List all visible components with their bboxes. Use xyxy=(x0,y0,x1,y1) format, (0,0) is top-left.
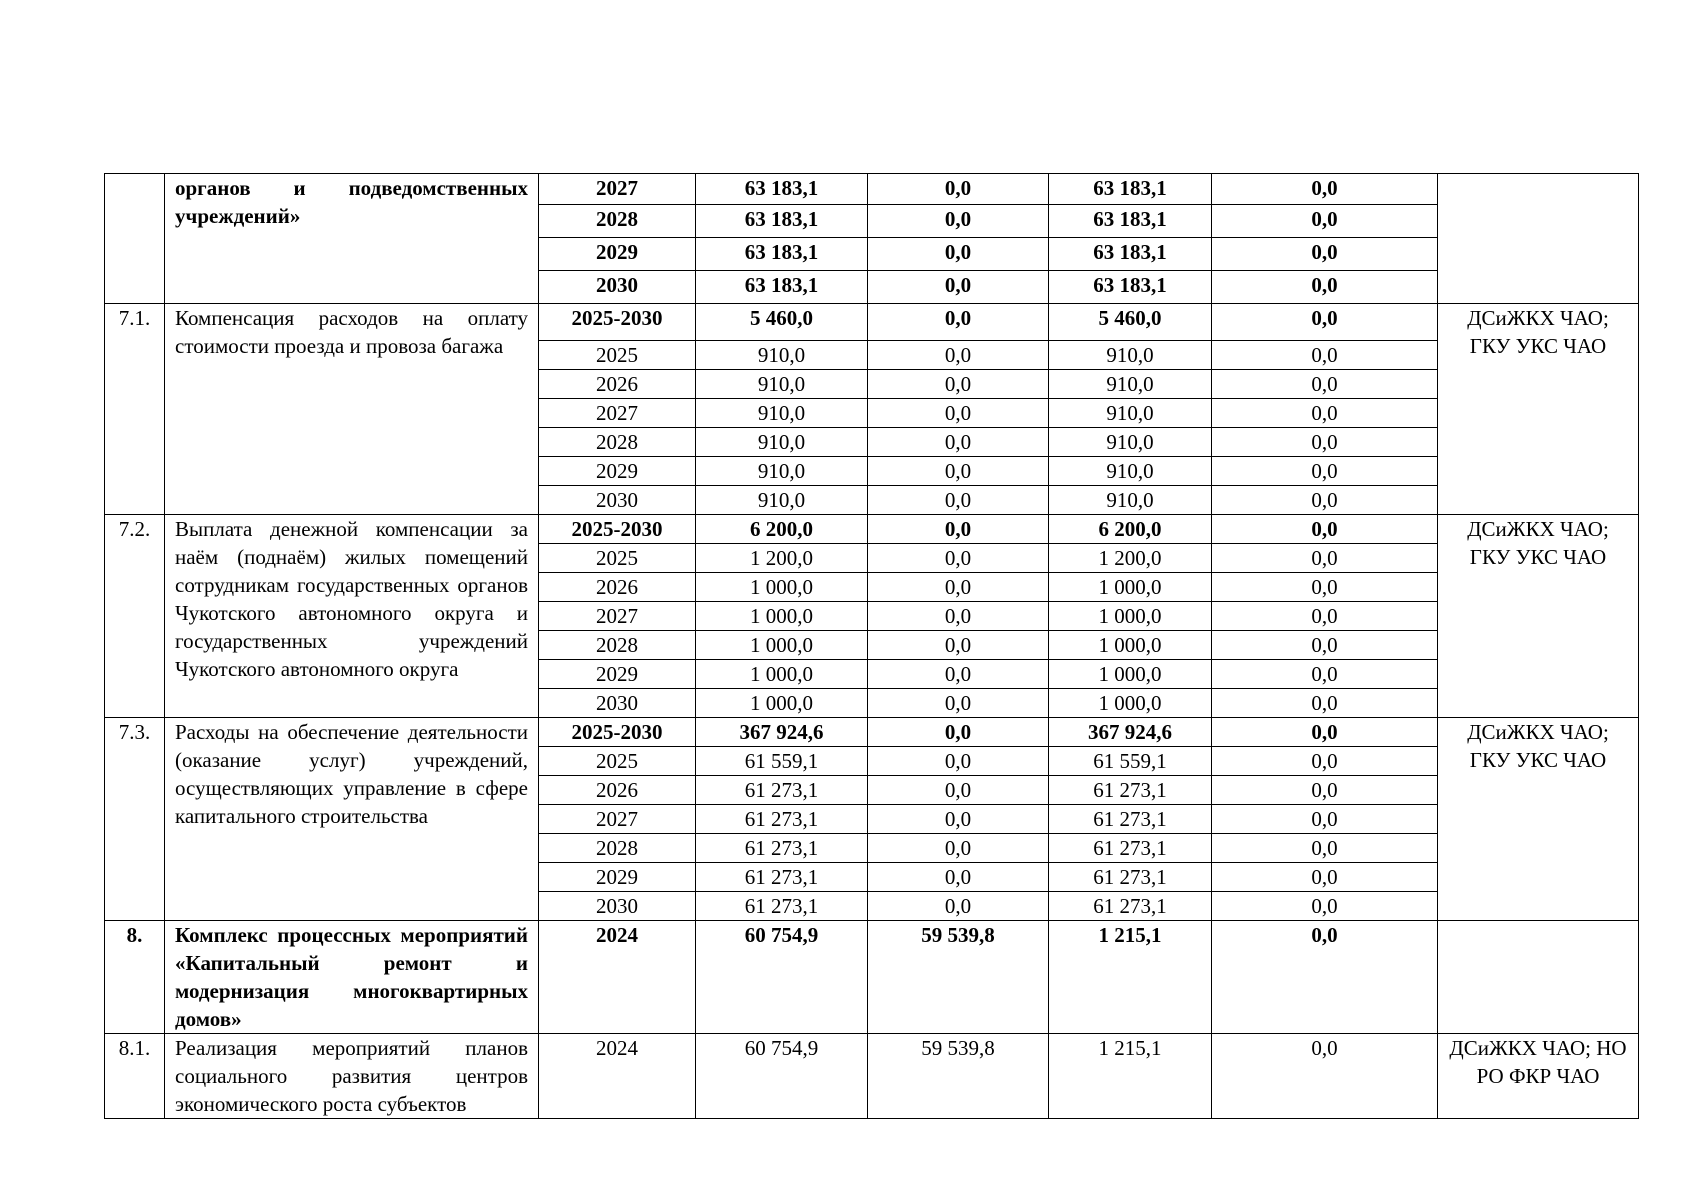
year-cell: 2029 xyxy=(539,660,696,689)
regional-budget-cell: 910,0 xyxy=(1049,341,1212,370)
other-sources-cell: 0,0 xyxy=(1212,544,1438,573)
total-cell: 910,0 xyxy=(696,428,868,457)
regional-budget-cell: 6 200,0 xyxy=(1049,515,1212,544)
federal-budget-cell: 0,0 xyxy=(868,271,1049,304)
executor-cell xyxy=(1438,174,1639,304)
regional-budget-cell: 61 273,1 xyxy=(1049,834,1212,863)
federal-budget-cell: 0,0 xyxy=(868,660,1049,689)
federal-budget-cell: 0,0 xyxy=(868,238,1049,271)
federal-budget-cell: 0,0 xyxy=(868,370,1049,399)
row-description: Выплата денежной компенсации за наём (поднаём) жилых помещений сотрудникам государственных органов Чукотского автономного округа и государственных учреждений Чукотского автономного округа xyxy=(165,515,539,718)
regional-budget-cell: 1 000,0 xyxy=(1049,689,1212,718)
executor-cell: ДСиЖКХ ЧАО; НО РО ФКР ЧАО xyxy=(1438,1034,1639,1119)
regional-budget-cell: 1 000,0 xyxy=(1049,631,1212,660)
regional-budget-cell: 910,0 xyxy=(1049,428,1212,457)
regional-budget-cell: 910,0 xyxy=(1049,399,1212,428)
year-cell: 2025-2030 xyxy=(539,718,696,747)
year-cell: 2026 xyxy=(539,370,696,399)
other-sources-cell: 0,0 xyxy=(1212,428,1438,457)
total-cell: 367 924,6 xyxy=(696,718,868,747)
other-sources-cell: 0,0 xyxy=(1212,457,1438,486)
budget-table xyxy=(104,173,1639,1119)
year-cell: 2030 xyxy=(539,486,696,515)
year-cell: 2029 xyxy=(539,238,696,271)
year-cell: 2025-2030 xyxy=(539,515,696,544)
table-row xyxy=(105,174,1639,205)
federal-budget-cell: 0,0 xyxy=(868,892,1049,921)
federal-budget-cell: 0,0 xyxy=(868,486,1049,515)
row-number: 7.3. xyxy=(105,718,165,921)
other-sources-cell: 0,0 xyxy=(1212,486,1438,515)
year-cell: 2026 xyxy=(539,776,696,805)
other-sources-cell: 0,0 xyxy=(1212,747,1438,776)
year-cell: 2030 xyxy=(539,892,696,921)
other-sources-cell: 0,0 xyxy=(1212,660,1438,689)
federal-budget-cell: 0,0 xyxy=(868,205,1049,238)
year-cell: 2028 xyxy=(539,428,696,457)
federal-budget-cell: 0,0 xyxy=(868,689,1049,718)
table-row xyxy=(105,515,1639,544)
regional-budget-cell: 1 000,0 xyxy=(1049,573,1212,602)
other-sources-cell: 0,0 xyxy=(1212,304,1438,341)
year-cell: 2030 xyxy=(539,271,696,304)
total-cell: 61 273,1 xyxy=(696,776,868,805)
total-cell: 6 200,0 xyxy=(696,515,868,544)
other-sources-cell: 0,0 xyxy=(1212,689,1438,718)
regional-budget-cell: 63 183,1 xyxy=(1049,271,1212,304)
federal-budget-cell: 0,0 xyxy=(868,602,1049,631)
federal-budget-cell: 0,0 xyxy=(868,834,1049,863)
year-cell: 2026 xyxy=(539,573,696,602)
total-cell: 910,0 xyxy=(696,341,868,370)
executor-cell: ДСиЖКХ ЧАО; ГКУ УКС ЧАО xyxy=(1438,515,1639,718)
other-sources-cell: 0,0 xyxy=(1212,1034,1438,1119)
total-cell: 1 000,0 xyxy=(696,689,868,718)
total-cell: 910,0 xyxy=(696,486,868,515)
other-sources-cell: 0,0 xyxy=(1212,921,1438,1034)
federal-budget-cell: 0,0 xyxy=(868,341,1049,370)
federal-budget-cell: 59 539,8 xyxy=(868,1034,1049,1119)
year-cell: 2027 xyxy=(539,805,696,834)
total-cell: 63 183,1 xyxy=(696,271,868,304)
federal-budget-cell: 59 539,8 xyxy=(868,921,1049,1034)
row-description: Реализация мероприятий планов социального развития центров экономического роста субъектов xyxy=(165,1034,539,1119)
executor-cell: ДСиЖКХ ЧАО; ГКУ УКС ЧАО xyxy=(1438,304,1639,515)
other-sources-cell: 0,0 xyxy=(1212,238,1438,271)
total-cell: 61 273,1 xyxy=(696,863,868,892)
year-cell: 2024 xyxy=(539,921,696,1034)
total-cell: 61 273,1 xyxy=(696,805,868,834)
total-cell: 910,0 xyxy=(696,399,868,428)
executor-cell xyxy=(1438,921,1639,1034)
regional-budget-cell: 910,0 xyxy=(1049,370,1212,399)
total-cell: 63 183,1 xyxy=(696,205,868,238)
federal-budget-cell: 0,0 xyxy=(868,515,1049,544)
regional-budget-cell: 61 559,1 xyxy=(1049,747,1212,776)
year-cell: 2025-2030 xyxy=(539,304,696,341)
other-sources-cell: 0,0 xyxy=(1212,602,1438,631)
total-cell: 60 754,9 xyxy=(696,921,868,1034)
row-number: 7.1. xyxy=(105,304,165,515)
federal-budget-cell: 0,0 xyxy=(868,631,1049,660)
regional-budget-cell: 1 215,1 xyxy=(1049,1034,1212,1119)
row-number: 7.2. xyxy=(105,515,165,718)
other-sources-cell: 0,0 xyxy=(1212,631,1438,660)
regional-budget-cell: 1 000,0 xyxy=(1049,660,1212,689)
federal-budget-cell: 0,0 xyxy=(868,573,1049,602)
table-row xyxy=(105,304,1639,341)
regional-budget-cell: 61 273,1 xyxy=(1049,805,1212,834)
year-cell: 2025 xyxy=(539,747,696,776)
total-cell: 61 273,1 xyxy=(696,834,868,863)
other-sources-cell: 0,0 xyxy=(1212,271,1438,304)
row-description: Расходы на обеспечение деятельности (оказание услуг) учреждений, осуществляющих управление в сфере капитального строительства xyxy=(165,718,539,921)
other-sources-cell: 0,0 xyxy=(1212,892,1438,921)
regional-budget-cell: 63 183,1 xyxy=(1049,238,1212,271)
year-cell: 2028 xyxy=(539,631,696,660)
row-description: органов и подведомственных учреждений» xyxy=(165,174,539,304)
other-sources-cell: 0,0 xyxy=(1212,863,1438,892)
table-row xyxy=(105,1034,1639,1119)
regional-budget-cell: 5 460,0 xyxy=(1049,304,1212,341)
regional-budget-cell: 910,0 xyxy=(1049,457,1212,486)
federal-budget-cell: 0,0 xyxy=(868,718,1049,747)
row-number: 8.1. xyxy=(105,1034,165,1119)
year-cell: 2028 xyxy=(539,205,696,238)
total-cell: 61 559,1 xyxy=(696,747,868,776)
total-cell: 63 183,1 xyxy=(696,174,868,205)
other-sources-cell: 0,0 xyxy=(1212,341,1438,370)
total-cell: 910,0 xyxy=(696,370,868,399)
regional-budget-cell: 1 215,1 xyxy=(1049,921,1212,1034)
table-row xyxy=(105,921,1639,1034)
federal-budget-cell: 0,0 xyxy=(868,747,1049,776)
federal-budget-cell: 0,0 xyxy=(868,304,1049,341)
federal-budget-cell: 0,0 xyxy=(868,174,1049,205)
total-cell: 60 754,9 xyxy=(696,1034,868,1119)
total-cell: 1 000,0 xyxy=(696,631,868,660)
total-cell: 1 200,0 xyxy=(696,544,868,573)
other-sources-cell: 0,0 xyxy=(1212,776,1438,805)
total-cell: 5 460,0 xyxy=(696,304,868,341)
regional-budget-cell: 367 924,6 xyxy=(1049,718,1212,747)
total-cell: 910,0 xyxy=(696,457,868,486)
regional-budget-cell: 61 273,1 xyxy=(1049,892,1212,921)
row-description: Компенсация расходов на оплату стоимости проезда и провоза багажа xyxy=(165,304,539,515)
federal-budget-cell: 0,0 xyxy=(868,457,1049,486)
regional-budget-cell: 63 183,1 xyxy=(1049,205,1212,238)
year-cell: 2028 xyxy=(539,834,696,863)
regional-budget-cell: 61 273,1 xyxy=(1049,776,1212,805)
regional-budget-cell: 910,0 xyxy=(1049,486,1212,515)
year-cell: 2027 xyxy=(539,602,696,631)
total-cell: 1 000,0 xyxy=(696,660,868,689)
other-sources-cell: 0,0 xyxy=(1212,718,1438,747)
federal-budget-cell: 0,0 xyxy=(868,863,1049,892)
total-cell: 63 183,1 xyxy=(696,238,868,271)
total-cell: 1 000,0 xyxy=(696,602,868,631)
row-number xyxy=(105,174,165,304)
year-cell: 2030 xyxy=(539,689,696,718)
year-cell: 2029 xyxy=(539,457,696,486)
year-cell: 2025 xyxy=(539,544,696,573)
table-row xyxy=(105,718,1639,747)
other-sources-cell: 0,0 xyxy=(1212,370,1438,399)
executor-cell: ДСиЖКХ ЧАО; ГКУ УКС ЧАО xyxy=(1438,718,1639,921)
other-sources-cell: 0,0 xyxy=(1212,515,1438,544)
federal-budget-cell: 0,0 xyxy=(868,805,1049,834)
total-cell: 61 273,1 xyxy=(696,892,868,921)
total-cell: 1 000,0 xyxy=(696,573,868,602)
federal-budget-cell: 0,0 xyxy=(868,399,1049,428)
federal-budget-cell: 0,0 xyxy=(868,776,1049,805)
federal-budget-cell: 0,0 xyxy=(868,428,1049,457)
regional-budget-cell: 61 273,1 xyxy=(1049,863,1212,892)
other-sources-cell: 0,0 xyxy=(1212,205,1438,238)
year-cell: 2029 xyxy=(539,863,696,892)
regional-budget-cell: 1 200,0 xyxy=(1049,544,1212,573)
regional-budget-cell: 63 183,1 xyxy=(1049,174,1212,205)
year-cell: 2027 xyxy=(539,399,696,428)
year-cell: 2024 xyxy=(539,1034,696,1119)
other-sources-cell: 0,0 xyxy=(1212,399,1438,428)
other-sources-cell: 0,0 xyxy=(1212,174,1438,205)
year-cell: 2025 xyxy=(539,341,696,370)
row-number: 8. xyxy=(105,921,165,1034)
table-body xyxy=(105,174,1639,1119)
row-description: Комплекс процессных мероприятий «Капитальный ремонт и модернизация многоквартирных домов» xyxy=(165,921,539,1034)
regional-budget-cell: 1 000,0 xyxy=(1049,602,1212,631)
federal-budget-cell: 0,0 xyxy=(868,544,1049,573)
other-sources-cell: 0,0 xyxy=(1212,805,1438,834)
year-cell: 2027 xyxy=(539,174,696,205)
other-sources-cell: 0,0 xyxy=(1212,573,1438,602)
other-sources-cell: 0,0 xyxy=(1212,834,1438,863)
